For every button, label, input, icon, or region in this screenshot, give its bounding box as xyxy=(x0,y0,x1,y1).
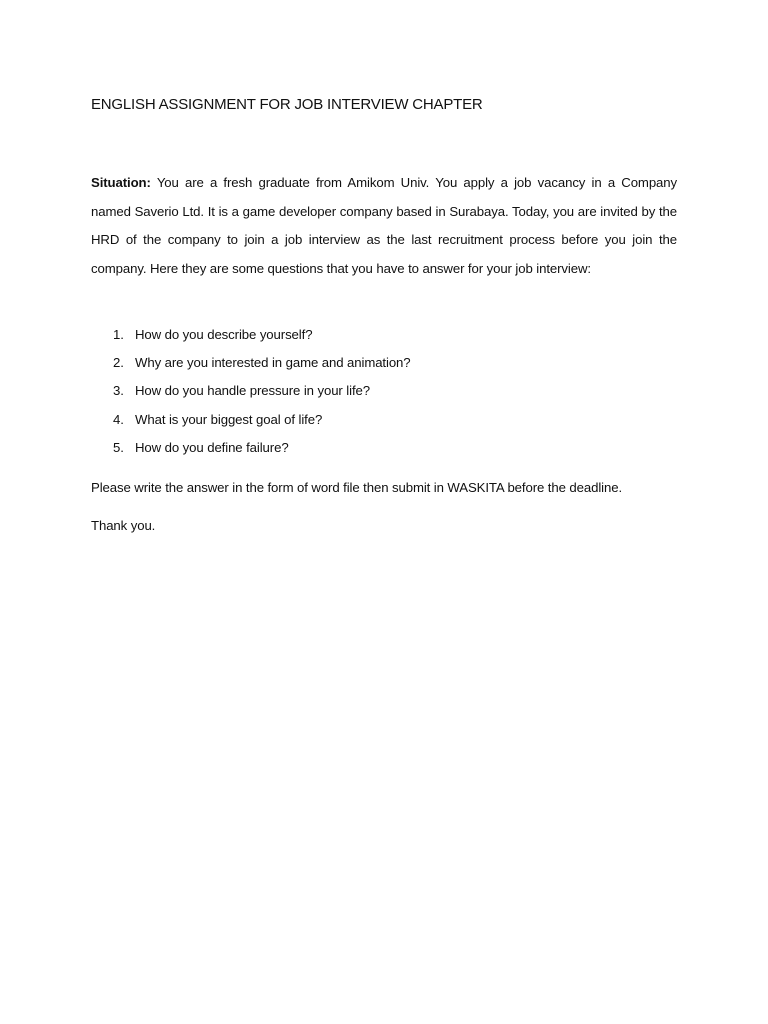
question-text: How do you define failure? xyxy=(135,439,289,455)
question-item xyxy=(91,406,677,434)
submission-instruction: Please write the answer in the form of word file then submit in WASKITA before the deadline. xyxy=(91,480,623,495)
situation-paragraph xyxy=(91,169,677,283)
question-item xyxy=(91,349,677,377)
question-number: 5. xyxy=(113,439,124,455)
question-text: Why are you interested in game and animation? xyxy=(135,355,411,371)
situation-label: Situation: xyxy=(91,175,151,190)
question-number: 3. xyxy=(113,383,124,399)
document-title: ENGLISH ASSIGNMENT FOR JOB INTERVIEW CHAPTER xyxy=(91,96,483,113)
question-number: 1. xyxy=(113,327,124,342)
question-item xyxy=(91,377,677,405)
question-item xyxy=(91,321,677,349)
question-text: What is your biggest goal of life? xyxy=(135,411,323,427)
question-item xyxy=(91,434,677,462)
closing-text: Thank you. xyxy=(91,518,156,533)
question-number: 2. xyxy=(113,355,124,371)
question-text: How do you handle pressure in your life? xyxy=(135,383,370,399)
situation-text: You are a fresh graduate from Amikom Univ. You apply a job vacancy in a Company named Saverio Ltd. It is a game developer company based in Surabaya. Today, you are invited by the HRD of the company to join a job interview as the last recruitment process before you join the company. Here they are some questions that you have to answer for your job interview: xyxy=(91,175,678,276)
question-list xyxy=(91,321,677,462)
question-text: How do you describe yourself? xyxy=(135,327,313,342)
question-number: 4. xyxy=(113,411,124,427)
